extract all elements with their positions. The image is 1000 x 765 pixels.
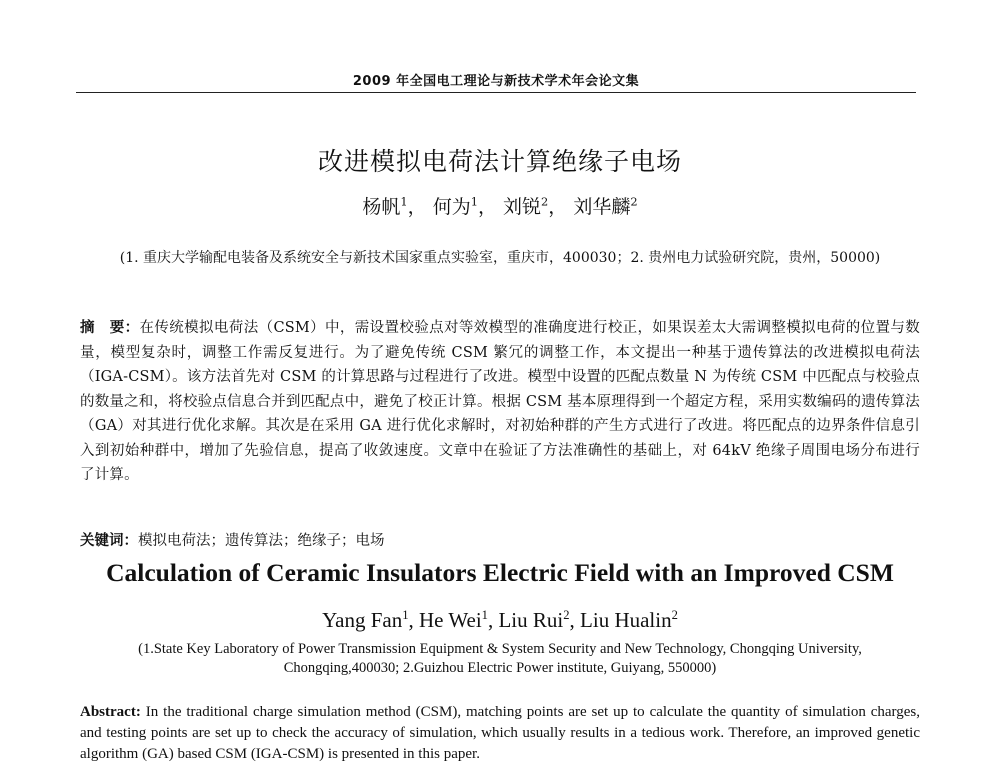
affiliation-mark: 2 [630,194,638,209]
english-abstract [80,702,920,765]
abstract-body: In the traditional charge simulation method (CSM), matching points are set up to calculate the quantity of simulation charges, and testing points are set up to check the accuracy of simulation, which usually results in a tedious work. Therefore, an improved genetic algorithm (GA) based CSM (IGA-CSM) is presented in this paper. [80,704,921,762]
affiliation-mark: 2 [671,608,678,622]
chinese-keywords [80,530,920,552]
author: He Wei$^1$, [419,608,499,632]
abstract-label: 摘 要： [80,320,140,336]
affiliation-mark: 2 [541,194,549,209]
affiliation-mark: 1 [481,608,488,622]
affiliation-mark: 1 [400,194,408,209]
english-authors [0,608,1000,633]
running-header: 2009 年全国电工理论与新技术学术年会论文集 [352,74,640,89]
author: 刘华麟$^2$ [573,194,638,218]
header-rule [76,92,916,93]
author: 刘锐$^2$， [503,194,568,218]
author: Liu Rui$^2$, [498,608,581,632]
keywords-label: 关键词： [80,533,138,549]
affiliation-mark: 1 [470,194,478,209]
author: Liu Hualin$^2$ [580,608,678,632]
affiliation-mark: 2 [563,608,570,622]
chinese-authors [0,192,1000,219]
author: 何为$^1$， [432,194,497,218]
keywords-body: 模拟电荷法；遗传算法；绝缘子；电场 [138,533,385,549]
abstract-body: 在传统模拟电荷法（CSM）中，需设置校验点对等效模型的准确度进行校正，如果误差太大需调整模拟电荷的位置与数量，模型复杂时，调整工作需反复进行。为了避免传统 CSM 繁冗的调整工作，本文提出一种基于遗传算法的改进模拟电荷法（IGA-CSM）。该方法首先对 CSM 的计算思路与过程进行了改进。模型中设置的匹配点数量 N 为传统 CSM 中匹配点与校验点的数量之和，将校验点信息合并到匹配点中，避免了校正计算。根据 CSM 基本原理得到一个超定方程，采用实数编码的遗传算法（GA）对其进行优化求解。其次是在采用 GA 进行优化求解时，对初始种群的产生方式进行了改进。将匹配点的边界条件信息引入到初始种群中，增加了先验信息，提高了收敛速度。文章中在验证了方法准确性的基础上，对 64kV 绝缘子周围电场分布进行了计算。 [80,320,920,483]
affiliation-mark: 1 [402,608,409,622]
chinese-title: 改进模拟电荷法计算绝缘子电场 [317,147,682,176]
author: Yang Fan$^1$, [322,608,420,632]
chinese-affiliation: (1. 重庆大学输配电装备及系统安全与新技术国家重点实验室，重庆市，400030；2. 贵州电力试验研究院，贵州，50000) [119,250,881,266]
abstract-label: Abstract: [80,704,141,720]
english-title: Calculation of Ceramic Insulators Electric Field with an Improved CSM [106,558,894,587]
chinese-abstract [80,316,920,488]
english-affiliation: (1.State Key Laboratory of Power Transmission Equipment & System Security and New Technology, Chongqing University, Chongqing,400030; 2.Guizhou Electric Power institute, Guiyang, 550000) [138,641,862,676]
author: 杨帆$^1$， [362,194,427,218]
